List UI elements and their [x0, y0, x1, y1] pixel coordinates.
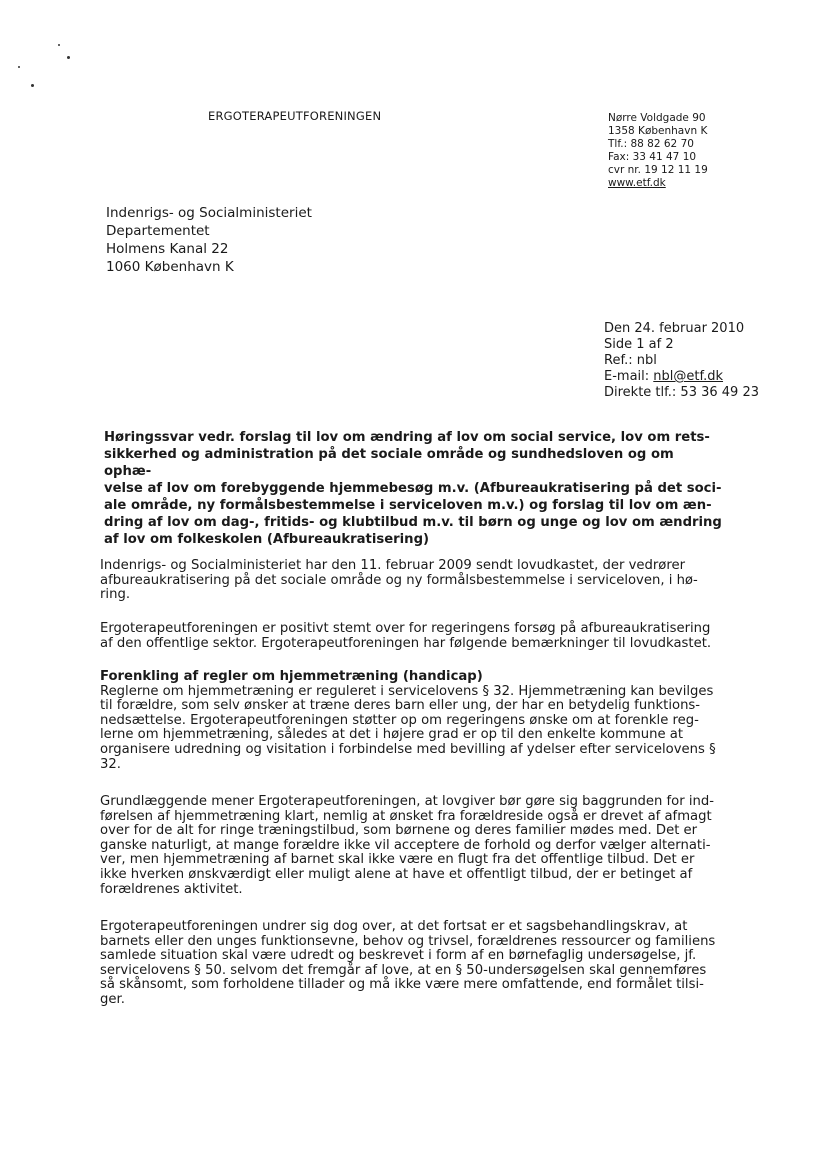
text-line: barnets eller den unges funktionsevne, behov og trivsel, forældrenes ressourcer og familiens [100, 933, 716, 949]
text-line: til forældre, som selv ønsker at træne deres barn eller ung, der har en betydelig funktions- [100, 698, 701, 714]
subject-line: ale område, ny formålsbestemmelse i serviceloven m.v.) og forslag til lov om æn- [104, 498, 712, 513]
text-line: over for de alt for ringe træningstilbud, som børnene og deres familier mødes med. Det er [100, 823, 698, 839]
text-line: ver, men hjemmetræning af barnet skal ikke være en flugt fra det offentlige tilbud. Det er [100, 852, 695, 868]
subject-heading [104, 429, 724, 548]
email-label: E-mail: [604, 369, 654, 384]
subject-line: velse af lov om forebyggende hjemmebesøg m.v. (Afbureaukratisering på det soci- [104, 481, 722, 496]
text-line: ring. [100, 587, 131, 603]
text-line: lerne om hjemmetræning, således at det i højere grad er op til den enkelte kommune at [100, 727, 684, 743]
section-home-training [100, 670, 732, 772]
paragraph-intro [100, 559, 732, 603]
text-line: førelsen af hjemmetræning klart, nemlig at ønsket fra forældreside også er drevet af afmagt [100, 808, 712, 824]
letter-date: Den 24. februar 2010 [604, 321, 745, 336]
text-line: samlede situation skal være udredt og beskrevet i form af en børnefaglig undersøgelse, jf. [100, 948, 697, 964]
subject-line: dring af lov om dag-, fritids- og klubtilbud m.v. til børn og unge og lov om ændring [104, 515, 722, 530]
text-line: Grundlæggende mener Ergoterapeutforeningen, at lovgiver bør gøre sig baggrunden for ind- [100, 794, 715, 809]
recipient-address [106, 204, 312, 276]
scan-speck [58, 44, 60, 46]
sender-line: Nørre Voldgade 90 [608, 112, 706, 124]
email-link[interactable]: nbl@etf.dk [653, 369, 724, 384]
text-line: så skånsomt, som forholdene tillader og må ikke være mere omfattende, end formålet tilsi- [100, 977, 704, 993]
text-line: afbureaukratisering på det sociale område og ny formålsbestemmelse i serviceloven, i hø- [100, 572, 698, 588]
reference: Ref.: nbl [604, 353, 657, 368]
paragraph-fundamentals [100, 795, 732, 897]
text-line: organisere udredning og visitation i forbindelse med bevilling af ydelser efter servicelovens § [100, 741, 716, 757]
text-line: forældrenes aktivitet. [100, 881, 243, 897]
text-line: nedsættelse. Ergoterapeutforeningen støtter op om regeringens ønske om at forenkle reg- [100, 712, 699, 728]
letter-meta [604, 321, 759, 401]
paragraph-case-processing [100, 920, 732, 1008]
text-line: ganske naturligt, at mange forældre ikke vil acceptere de forhold og derfor vælger alternati- [100, 837, 711, 853]
website-link[interactable]: www.etf.dk [608, 177, 666, 189]
text-line: Ergoterapeutforeningen undrer sig dog over, at det fortsat er et sagsbehandlingskrav, at [100, 919, 688, 934]
text-line: 32. [100, 756, 121, 772]
sender-line: Fax: 33 41 47 10 [608, 151, 697, 163]
direct-phone: Direkte tlf.: 53 36 49 23 [604, 385, 759, 400]
page-number: Side 1 af 2 [604, 337, 674, 352]
paragraph-position [100, 622, 732, 651]
recipient-line: Holmens Kanal 22 [106, 241, 229, 257]
recipient-line: Indenrigs- og Socialministeriet [106, 205, 312, 221]
text-line: Ergoterapeutforeningen er positivt stemt over for regeringens forsøg på afbureaukratisering [100, 621, 711, 636]
section-heading: Forenkling af regler om hjemmetræning (handicap) [100, 669, 483, 684]
email-row [604, 369, 759, 385]
sender-line: 1358 København K [608, 125, 708, 137]
scan-speck [67, 56, 70, 59]
text-line: af den offentlige sektor. Ergoterapeutforeningen har følgende bemærkninger til lovudkastet. [100, 635, 712, 651]
recipient-line: Departementet [106, 223, 210, 239]
text-line: Reglerne om hjemmetræning er reguleret i servicelovens § 32. Hjemmetræning kan bevilges [100, 683, 714, 699]
scan-speck [31, 84, 34, 87]
text-line: ger. [100, 991, 125, 1007]
sender-address [608, 112, 708, 190]
text-line: ikke hverken ønskværdigt eller muligt alene at have et offentligt tilbud, der er betinget af [100, 866, 693, 882]
sender-line: cvr nr. 19 12 11 19 [608, 164, 708, 176]
text-line: servicelovens § 50. selvom det fremgår af love, at en § 50-undersøgelsen skal gennemføres [100, 962, 707, 978]
sender-line: Tlf.: 88 82 62 70 [608, 138, 694, 150]
subject-line: Høringssvar vedr. forslag til lov om ændring af lov om social service, lov om rets- [104, 430, 710, 445]
recipient-line: 1060 København K [106, 259, 234, 275]
subject-line: af lov om folkeskolen (Afbureaukratisering) [104, 532, 430, 547]
subject-line: sikkerhed og administration på det sociale område og sundhedsloven og om ophæ- [104, 447, 674, 479]
organization-name: ERGOTERAPEUTFORENINGEN [208, 109, 382, 123]
text-line: Indenrigs- og Socialministeriet har den 11. februar 2009 sendt lovudkastet, der vedrører [100, 558, 686, 573]
scan-speck [18, 66, 20, 68]
